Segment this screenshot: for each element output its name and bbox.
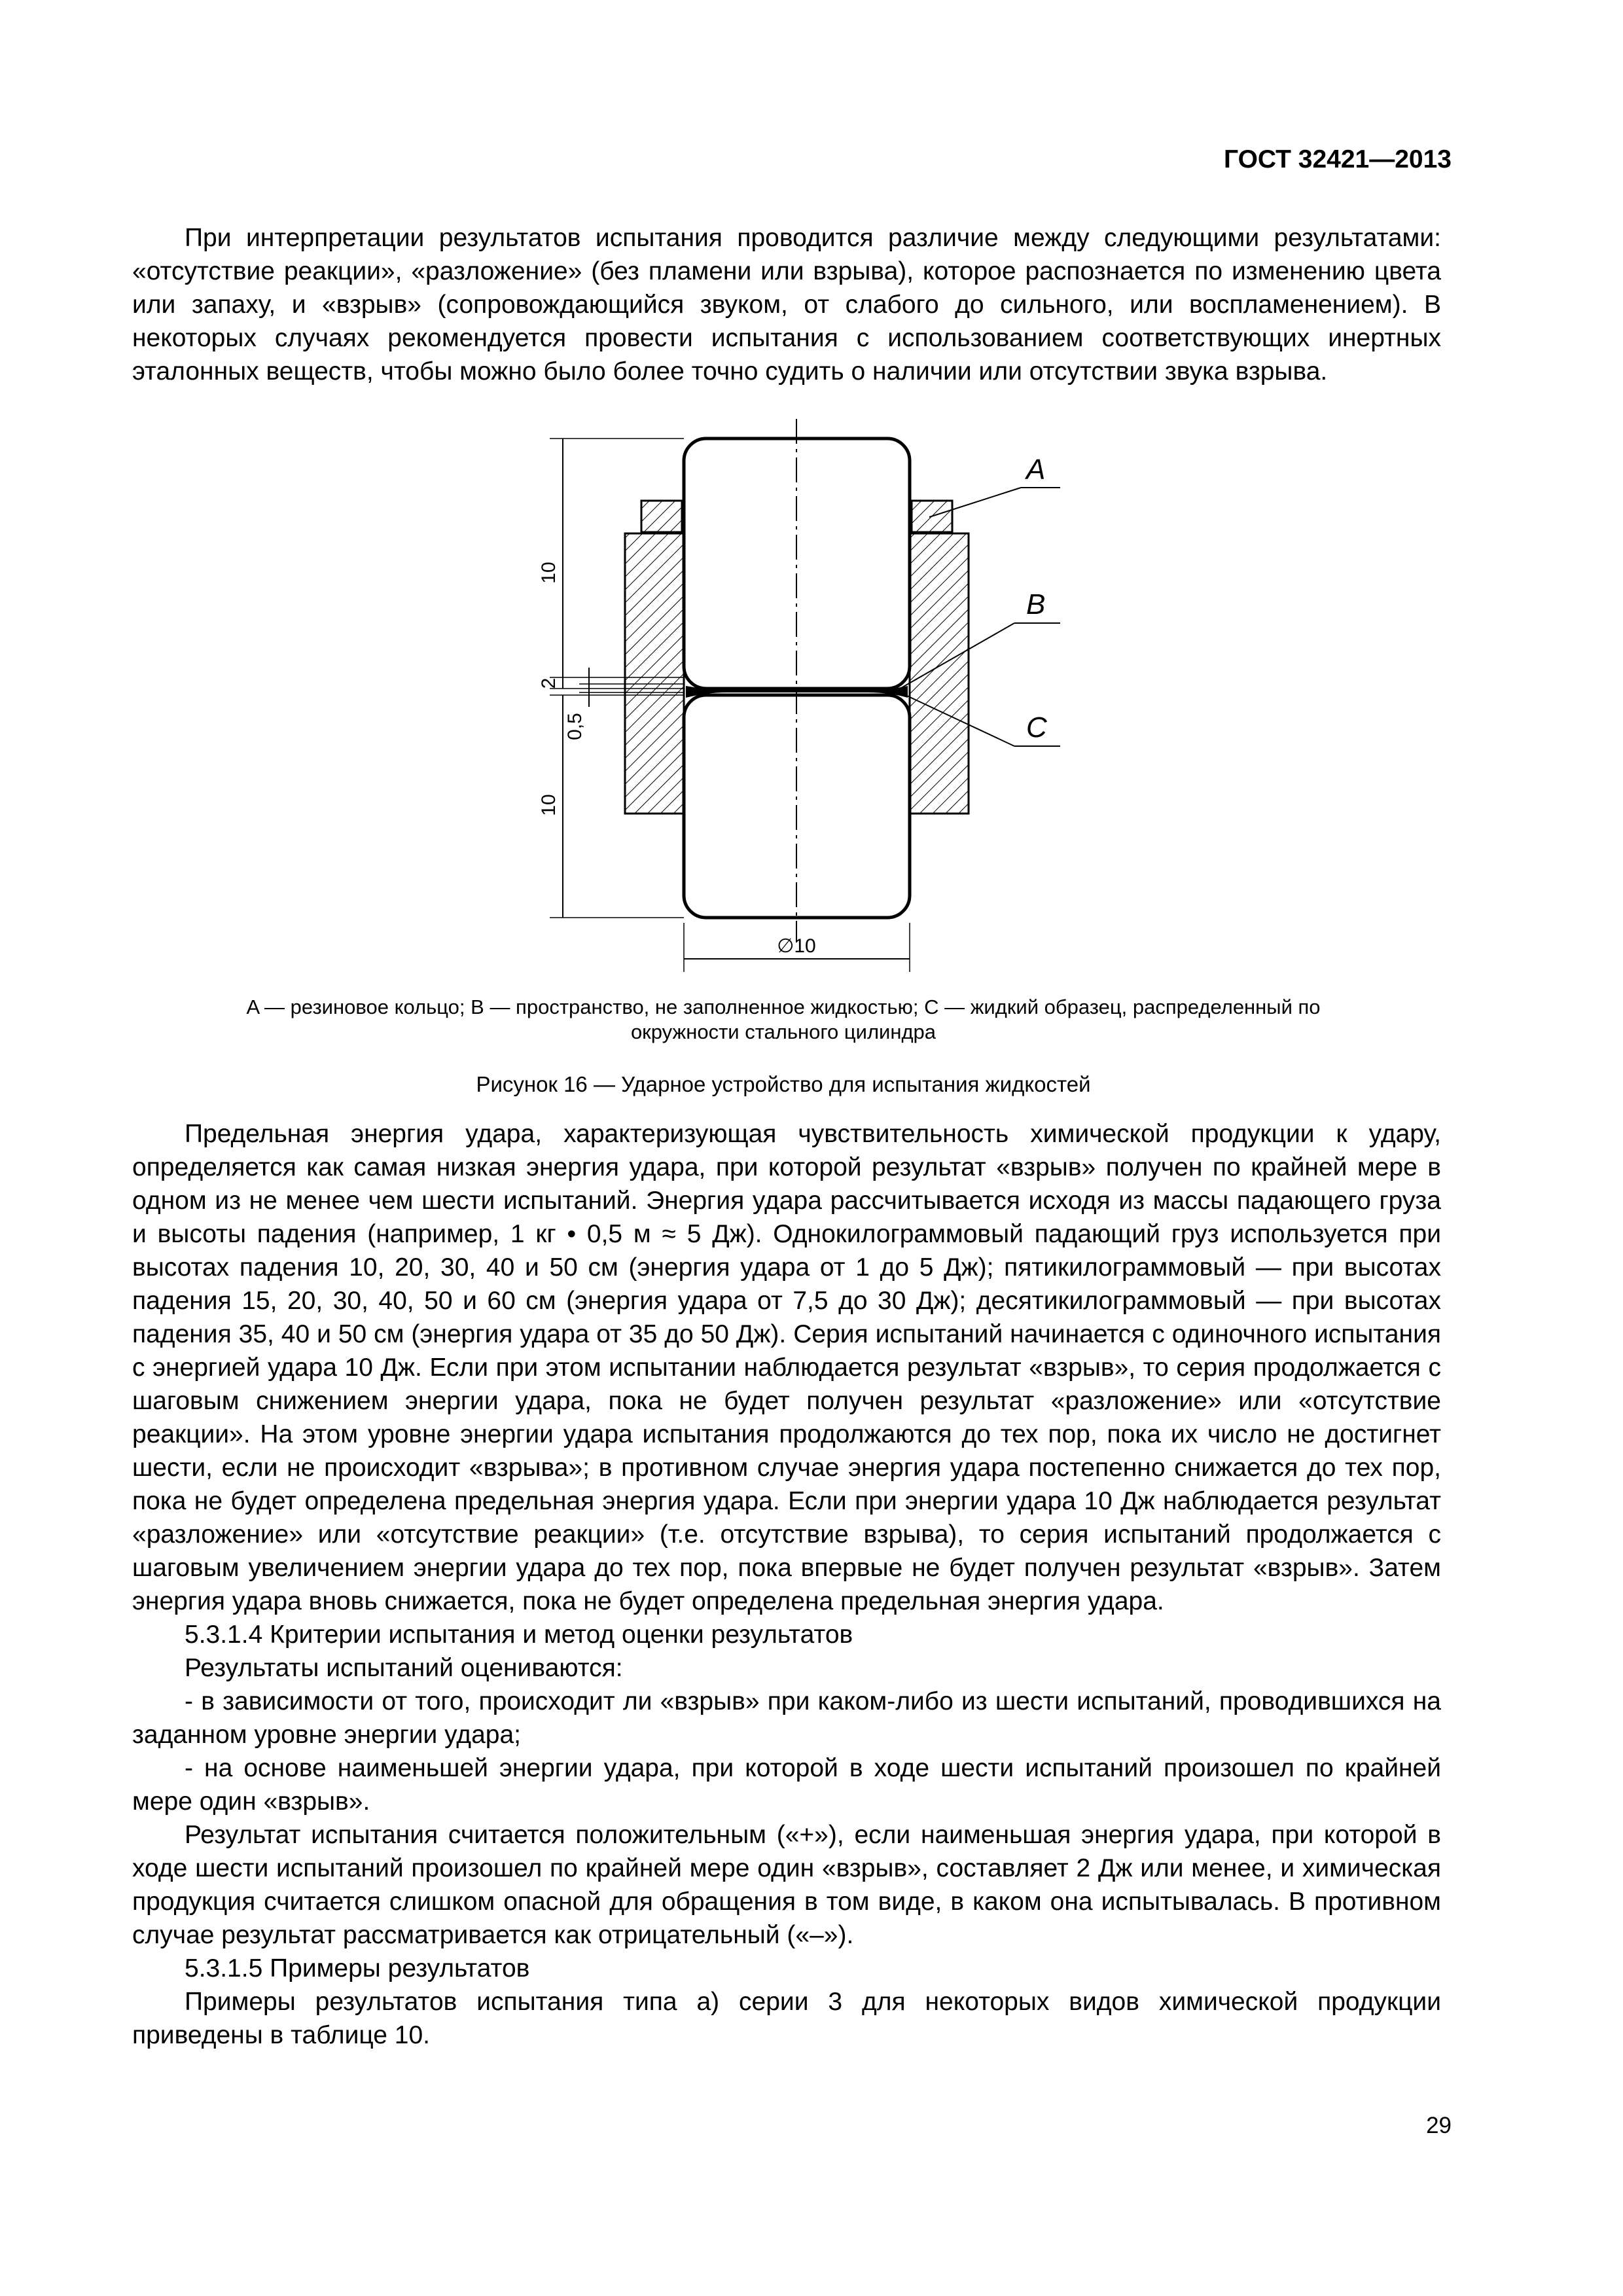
label-a: A <box>1026 454 1046 486</box>
bullet-1: - в зависимости от того, происходит ли «взрыв» при каком-либо из шести испытаний, проводившихся на заданном уровне энергии удара; <box>132 1687 1441 1749</box>
figure-caption: Рисунок 16 — Ударное устройство для испытания жидкостей <box>476 1072 1091 1096</box>
sleeve-left <box>625 533 684 814</box>
label-b: B <box>1026 588 1046 620</box>
label-c: C <box>1026 711 1047 744</box>
rubber-ring-left <box>641 501 682 532</box>
dim-gap: 2 <box>538 677 560 689</box>
impact-device-drawing <box>510 419 1067 995</box>
paragraph-energy: Предельная энергия удара, характеризующая чувствительность химической продукции к удару, определяется как самая низкая энергия удара, при которой результат «взрыв» получен по крайней мере в одном из не менее чем шести испытаний. Энергия удара рассчитывается исходя из массы падающего груза и высоты падения (например, 1 кг • 0,5 м ≈ 5 Дж). Однокилограммовый падающий груз используется при высотах падения 10, 20, 30, 40 и 50 см (энергия удара от 1 до 5 Дж); пятикилограммовый — при высотах падения 15, 20, 30, 40, 50 и 60 см (энергия удара от 7,5 до 30 Дж); десятикилограммовый — при высотах падения 35, 40 и 50 см (энергия удара от 35 до 50 Дж). Серия испытаний начинается с одиночного испытания с энергией удара 10 Дж. Если при этом испытании наблюдается результат «взрыв», то серия продолжается с шаговым снижением энергии удара, пока не будет получен результат «разложение» или «отсутствие реакции». На этом уровне энергии удара испытания продолжаются до тех пор, пока их число не достигнет шести, если не происходит «взрыва»; в противном случае энергия удара постепенно снижается до тех пор, пока не будет определена предельная энергия удара. Если при энергии удара 10 Дж наблюдается результат «разложение» или «отсутствие реакции» (т.е. отсутствие взрыва), то серия испытаний продолжается с шаговым увеличением энергии удара до тех пор, пока впервые не будет получен результат «взрыв». Затем энергия удара вновь снижается, пока не будет определена предельная энергия удара. <box>132 1120 1441 1615</box>
section-heading-5-3-1-5: 5.3.1.5 Примеры результатов <box>185 1954 530 1982</box>
dim-diameter: ∅10 <box>777 935 816 957</box>
page-number: 29 <box>1426 2113 1452 2138</box>
sleeve-right <box>910 533 969 814</box>
paragraph-results-evaluated: Результаты испытаний оцениваются: <box>185 1654 623 1682</box>
dim-fill: 0,5 <box>564 713 586 740</box>
intro-paragraph: При интерпретации результатов испытания проводится различие между следующими результатами: «отсутствие реакции», «разложение» (без пламени или взрыва), которое распознается по изменению цвета или запаху, и «взрыв» (сопровождающийся звуком, от слабого до сильного, или воспламенением). В некоторых случаях рекомендуется провести испытания с использованием соответствующих инертных эталонных веществ, чтобы можно было более точно судить о наличии или отсутствии звука взрыва. <box>132 224 1441 386</box>
legend-line-1: A — резиновое кольцо; B — пространство, не заполненное жидкостью; C — жидкий образец, распределенный по <box>246 996 1321 1018</box>
impact-device-figure <box>510 419 1067 995</box>
main-section <box>132 1117 1441 2052</box>
legend-line-2: окружности стального цилиндра <box>630 1020 936 1043</box>
dim-bottom-height: 10 <box>538 794 560 816</box>
standard-header: ГОСТ 32421—2013 <box>1224 145 1452 173</box>
dim-top-height: 10 <box>538 562 560 584</box>
paragraph-positive-result: Результат испытания считается положительным («+»), если наименьшая энергия удара, при которой в ходе шести испытаний произошел по крайней мере один «взрыв», составляет 2 Дж или менее, и химическая продукция считается слишком опасной для обращения в том виде, в каком она испытывалась. В противном случае результат рассматривается как отрицательный («–»). <box>132 1821 1441 1949</box>
paragraph-examples: Примеры результатов испытания типа а) серии 3 для некоторых видов химической продукции приведены в таблице 10. <box>132 1988 1441 2049</box>
intro-section <box>132 221 1441 388</box>
section-heading-5-3-1-4: 5.3.1.4 Критерии испытания и метод оценки результатов <box>185 1621 853 1649</box>
bullet-2: - на основе наименьшей энергии удара, при которой в ходе шести испытаний произошел по крайней мере один «взрыв». <box>132 1754 1441 1816</box>
figure-legend <box>171 995 1395 1045</box>
